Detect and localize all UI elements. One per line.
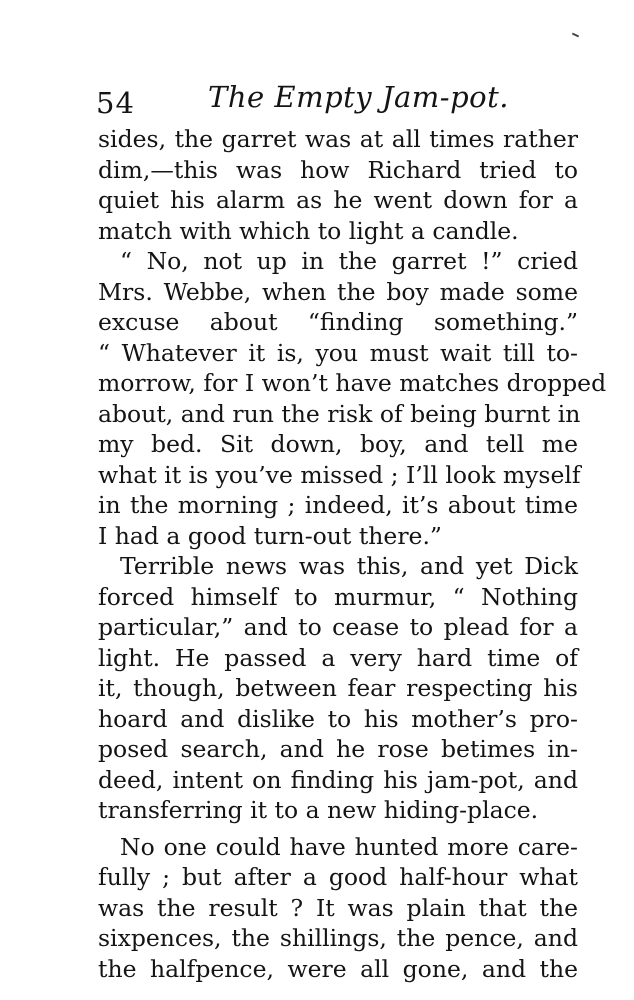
text-line: transferring it to a new hiding-place. <box>98 796 539 824</box>
text-line: particular,” and to cease to plead for a <box>98 613 578 641</box>
text-line: match with which to light a candle. <box>98 216 519 245</box>
text-line: was the result ? It was plain that the <box>98 893 578 922</box>
page-header <box>96 80 576 120</box>
body-text <box>98 124 607 984</box>
text-line: my bed. Sit down, boy, and tell me <box>98 430 578 458</box>
text-line: No one could have hunted more care- <box>120 832 578 861</box>
text-line: Mrs. Webbe, when the boy made some <box>98 277 578 306</box>
page-number: 54 <box>96 86 135 120</box>
text-line: quiet his alarm as he went down for a <box>98 186 578 214</box>
text-line: forced himself to murmur, “ Nothing <box>98 582 578 611</box>
running-title: The Empty Jam-pot. <box>208 80 509 114</box>
text-line: deed, intent on finding his jam-pot, and <box>98 765 578 794</box>
text-line: about, and run the risk of being burnt in <box>98 399 581 428</box>
text-line: “ No, not up in the garret !” cried <box>120 247 578 275</box>
text-line: sixpences, the shillings, the pence, and <box>98 924 578 952</box>
text-line: I had a good turn-out there.” <box>98 521 442 550</box>
text-line: excuse about “finding something.” <box>98 308 578 336</box>
text-line: hoard and dislike to his mother’s pro- <box>98 704 578 733</box>
text-line: sides, the garret was at all times rather <box>98 125 578 153</box>
text-line: fully ; but after a good half-hour what <box>98 863 578 891</box>
corner-mark <box>572 33 579 38</box>
text-line: what it is you’ve missed ; I’ll look myself <box>98 460 581 489</box>
text-line: posed search, and he rose betimes in- <box>98 735 578 763</box>
text-line: dim,—this was how Richard tried to <box>98 155 578 184</box>
text-line: the halfpence, were all gone, and the <box>98 954 578 983</box>
text-line: light. He passed a very hard time of <box>98 643 578 672</box>
text-line: it, though, between fear respecting his <box>98 674 578 702</box>
text-line: in the morning ; indeed, it’s about time <box>98 491 578 519</box>
text-line: “ Whatever it is, you must wait till to- <box>98 338 578 367</box>
text-line: morrow, for I won’t have matches dropped <box>98 369 607 397</box>
text-line: Terrible news was this, and yet Dick <box>120 552 578 580</box>
